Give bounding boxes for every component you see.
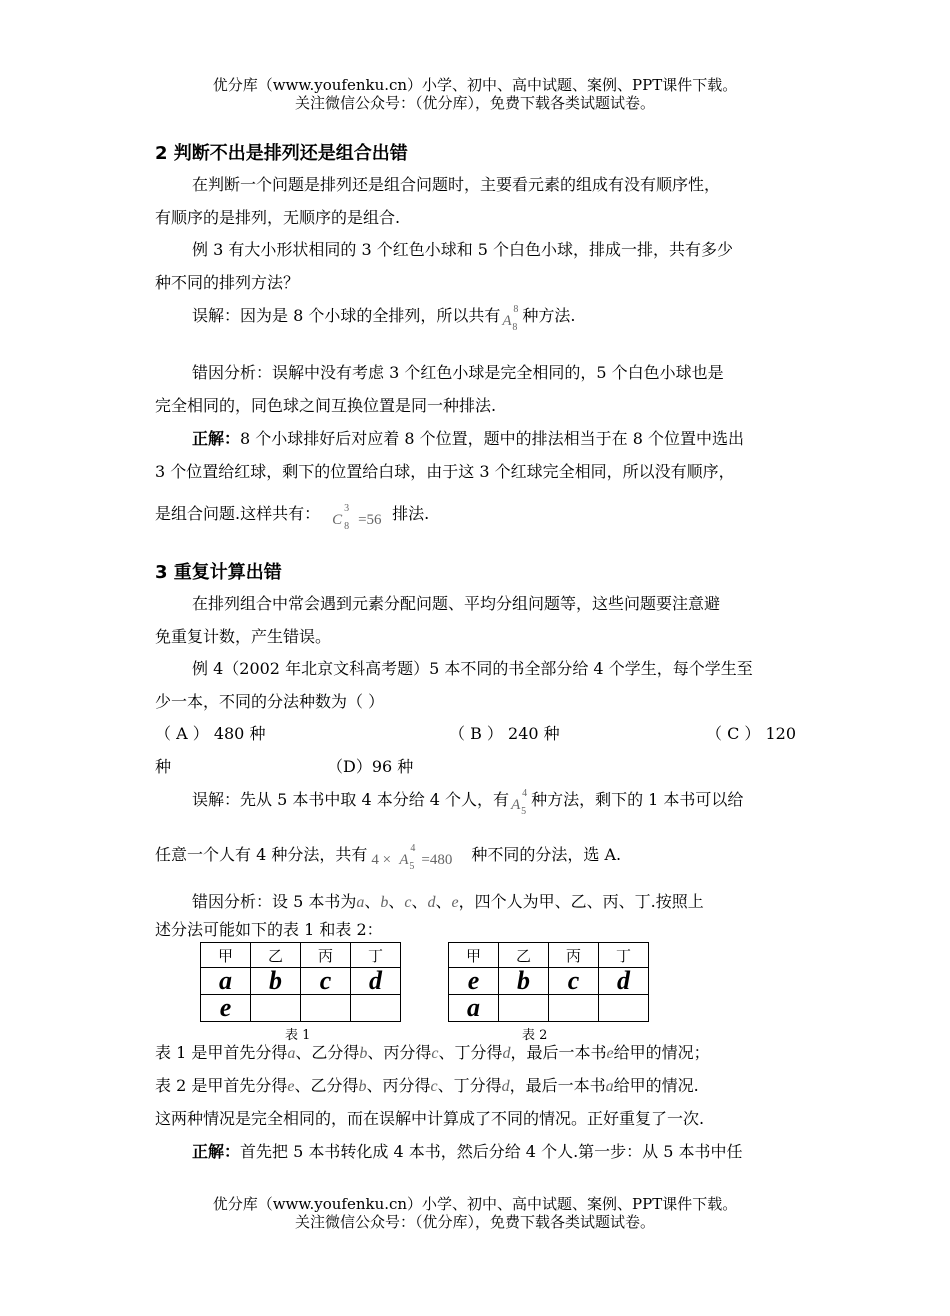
table-1-cell [301,995,351,1022]
table-2-cell: a [449,995,499,1022]
table-2-cell: e [449,968,499,995]
option-a: （ A ） 480 种 [155,724,266,743]
example-4-line2: 少一本，不同的分法种数为（ ） [155,692,385,711]
option-c: （ C ） 120 [706,724,797,743]
table-2-cell [549,995,599,1022]
example-3-analysis-line1: 错因分析：误解中没有考虑 3 个红色小球是完全相同的，5 个白色小球也是 [192,363,724,382]
example-4-correct-line1: 正解：首先把 5 本书转化成 4 本书，然后分给 4 个人.第一步：从 5 本书中任 [192,1142,743,1161]
example-3-analysis-line2: 完全相同的，同色球之间互换位置是同一种排法. [155,396,497,415]
table-2-explanation: 表 2 是甲首先分得e、乙分得b、丙分得c、丁分得d，最后一本书a给甲的情况. [155,1076,699,1095]
example-4-analysis-line1: 错因分析：设 5 本书为a、b、c、d、e，四个人为甲、乙、丙、丁.按照上 [192,892,704,911]
section-3-intro-line2: 免重复计数，产生错误。 [155,627,332,646]
table-1-cell: a [201,968,251,995]
example-4-wrong-line2: 任意一个人有 4 种分法，共有 4 × A 4 5 =480 种不同的分法，选 A. [155,842,622,872]
math-a-8-8: A 8 8 [502,303,519,333]
table-2-caption: 表 2 [522,1028,548,1043]
table-1-cell: c [301,968,351,995]
table-2-cell [499,995,549,1022]
table-1-cell: b [251,968,301,995]
page-header-line1: 优分库（www.youfenku.cn）小学、初中、高中试题、案例、PPT课件下载。 [212,76,738,94]
math-4-times-a-5-4-eq-480: 4 × A 4 5 =480 [371,842,453,872]
example-3-wrong-solution: 误解：因为是 8 个小球的全排列，所以共有 A 8 8 种方法. [192,303,576,333]
table-2-header-bing: 丙 [549,943,599,968]
table-2-cell: d [599,968,649,995]
table-1-cell: e [201,995,251,1022]
page-footer-line2: 关注微信公众号：（优分库），免费下载各类试题试卷。 [294,1213,655,1231]
example-4-analysis-line2: 述分法可能如下的表 1 和表 2： [155,920,383,939]
option-c-unit: 种 [155,757,172,776]
example-3-correct-line1: 正解：8 个小球排好后对应着 8 个位置，题中的排法相当于在 8 个位置中选出 [192,429,744,448]
example-3-correct-line2: 3 个位置给红球，剩下的位置给白球，由于这 3 个红球完全相同，所以没有顺序， [155,462,735,481]
table-1-header-jia: 甲 [201,943,251,968]
example-4-wrong-line1: 误解：先从 5 本书中取 4 本分给 4 个人，有 A 4 5 种方法，剩下的 1 本书可以给 [192,787,744,817]
option-d: （D）96 种 [327,757,414,776]
table-1-cell [251,995,301,1022]
table-2-header-jia: 甲 [449,943,499,968]
table-2-header-yi: 乙 [499,943,549,968]
option-b: （ B ） 240 种 [449,724,560,743]
section-2-intro-line1: 在判断一个问题是排列还是组合问题时，主要看元素的组成有没有顺序性， [192,175,721,194]
example-3-line1: 例 3 有大小形状相同的 3 个红色小球和 5 个白色小球，排成一排，共有多少 [192,240,734,259]
table-1-header-yi: 乙 [251,943,301,968]
table-2-cell: b [499,968,549,995]
section-2-title: 2 判断不出是排列还是组合出错 [155,143,408,164]
table-1-explanation: 表 1 是甲首先分得a、乙分得b、丙分得c、丁分得d，最后一本书e给甲的情况； [155,1043,710,1062]
page-footer-line1: 优分库（www.youfenku.cn）小学、初中、高中试题、案例、PPT课件下载。 [212,1195,738,1213]
table-1-header-ding: 丁 [351,943,401,968]
table-2 [448,942,649,1022]
table-1-cell [351,995,401,1022]
example-3-line2: 种不同的排列方法？ [155,273,300,292]
table-1-header-bing: 丙 [301,943,351,968]
section-3-intro-line1: 在排列组合中常会遇到元素分配问题、平均分组问题等，这些问题要注意避 [192,594,721,613]
table-2-cell: c [549,968,599,995]
section-2-intro-line2: 有顺序的是排列，无顺序的是组合. [155,208,401,227]
table-1-cell: d [351,968,401,995]
page-header-line2: 关注微信公众号：（优分库），免费下载各类试题试卷。 [294,94,655,112]
table-2-cell [599,995,649,1022]
math-a-5-4: A 4 5 [511,787,528,817]
section-3-title: 3 重复计算出错 [155,562,282,583]
math-c-8-3-eq-56: C 3 8 =56 [332,502,382,532]
table-1 [200,942,401,1022]
example-3-correct-line3: 是组合问题.这样共有： C 3 8 =56 排法. [155,502,430,532]
example-4-line1: 例 4（2002 年北京文科高考题）5 本不同的书全部分给 4 个学生，每个学生至 [192,659,753,678]
duplicate-explanation: 这两种情况是完全相同的，而在误解中计算成了不同的情况。正好重复了一次. [155,1109,705,1128]
table-1-caption: 表 1 [285,1028,311,1043]
table-2-header-ding: 丁 [599,943,649,968]
